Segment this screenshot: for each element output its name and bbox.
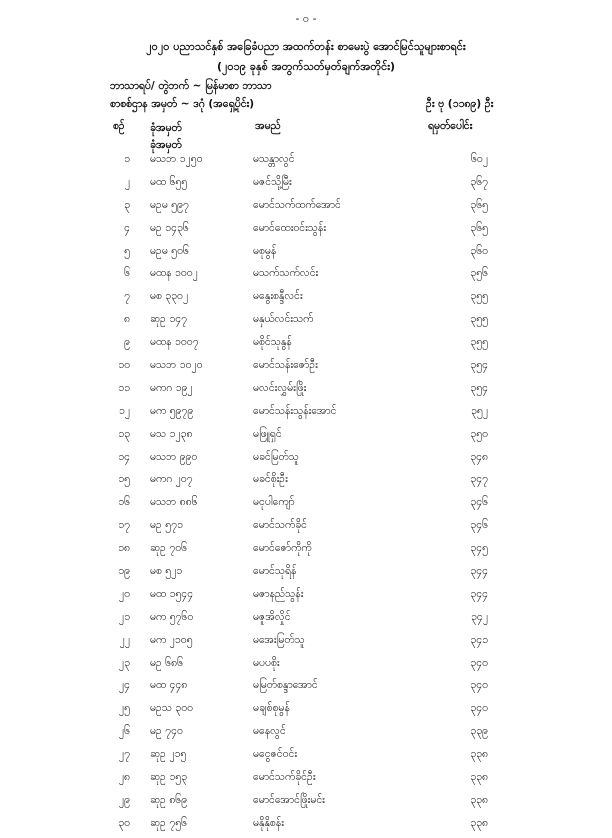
table-row xyxy=(0,265,612,288)
row-reg-number: မသဘ ၁၀၂၀ xyxy=(150,359,203,372)
row-number: ၂၉ xyxy=(118,793,130,806)
row-name: မစုမွန် xyxy=(253,244,277,257)
row-reg-number: ဆုဥ ၁၅၃ xyxy=(150,771,188,784)
row-marks: ၃၃၈ xyxy=(470,816,488,829)
row-marks: ၃၄၅ xyxy=(470,542,488,555)
row-reg-number: ဆုဥ ၇၅၆ xyxy=(150,816,188,829)
row-marks: ၃၄၁ xyxy=(470,633,488,646)
table-row xyxy=(0,403,612,426)
row-name: မောင်အောင်ဖြိုးမင်း xyxy=(253,793,325,806)
row-number: ၉ xyxy=(124,336,130,349)
center-code: ဦး ဗု (၁၁၈၉) ဦး xyxy=(426,98,494,110)
table-row xyxy=(0,700,612,723)
column-header-reg-line2: ခုံအမှတ် xyxy=(150,139,182,151)
row-reg-number: မစ ၅၂၁ xyxy=(150,565,183,578)
row-reg-number: မထ ၁၅၄၄ xyxy=(150,587,194,600)
row-marks: ၃၆၅ xyxy=(470,221,488,234)
row-reg-number: မကဂ ၂၀၇ xyxy=(150,473,193,486)
row-marks: ၃၅၅ xyxy=(470,336,488,349)
row-number: ၇ xyxy=(124,290,130,303)
row-name: မောင်သန်းသွန်းအောင် xyxy=(253,404,337,417)
table-row xyxy=(0,151,612,174)
table-row xyxy=(0,311,612,334)
table-row xyxy=(0,426,612,449)
row-marks: ၃၄၈ xyxy=(470,450,488,463)
row-number: ၂၂ xyxy=(119,633,130,646)
row-number: ၆ xyxy=(124,267,130,280)
row-marks: ၃၆၅ xyxy=(470,198,488,211)
row-reg-number: မသဘ ၁၂၅၀ xyxy=(150,153,203,165)
row-number: ၂၅ xyxy=(118,702,130,715)
row-reg-number: မဥ ၅၇၁ xyxy=(150,519,183,532)
row-marks: ၃၅၆ xyxy=(470,267,488,280)
table-row xyxy=(0,769,612,792)
row-number: ၁၁ xyxy=(118,381,130,394)
column-header-reg xyxy=(150,120,182,154)
row-name: မောင်သုရိန် xyxy=(253,565,297,578)
row-reg-number: မသဘ ၈၈၆ xyxy=(150,496,198,509)
table-row xyxy=(0,655,612,678)
row-name: မငုပါကျော် xyxy=(253,496,295,509)
row-name: မအေးမြတ်သူ xyxy=(253,633,305,646)
row-number: ၁၂ xyxy=(118,404,130,417)
table-row xyxy=(0,220,612,243)
row-marks: ၃၆၇ xyxy=(470,175,488,188)
row-marks: ၃၅၅ xyxy=(470,290,488,303)
row-name: မခင်စိုးဦး xyxy=(253,473,288,486)
table-row xyxy=(0,677,612,700)
table-row xyxy=(0,288,612,311)
table-row xyxy=(0,609,612,632)
document-title: ၂၀၂၀ ပညာသင်နှစ် အခြေခံပညာ အထက်တန်း စာမေးပွဲ အောင်မြင်သူများစာရင်း xyxy=(146,40,466,53)
table-row xyxy=(0,792,612,815)
row-marks: ၃၆၀ xyxy=(470,244,488,257)
row-number: ၃၀ xyxy=(118,816,130,829)
row-name: မောင်သက်ခိုင် xyxy=(253,519,307,532)
row-name: မလင်းလွှမ်းဖြိုး xyxy=(253,381,307,394)
row-reg-number: မထ ၄၄၈ xyxy=(150,679,188,692)
row-marks: ၃၃၈ xyxy=(470,793,488,806)
row-name: မဇူအိလှိုင် xyxy=(253,610,291,623)
row-number: ၅ xyxy=(124,244,130,257)
table-row xyxy=(0,586,612,609)
row-reg-number: မက ၂၁၀၅ xyxy=(150,633,193,646)
row-reg-number: မထန ၁၀၀၂ xyxy=(150,267,198,280)
table-row xyxy=(0,746,612,769)
table-row xyxy=(0,563,612,586)
row-number: ၁၃ xyxy=(118,427,130,440)
row-name: မဇင်သို့မြီး xyxy=(253,175,292,188)
row-reg-number: ဆုဥ ၈၆၉ xyxy=(150,793,188,806)
row-number: ၁၇ xyxy=(118,519,130,532)
row-name: မစိုင်သုနွန် xyxy=(253,336,292,349)
row-number: ၂ xyxy=(124,175,130,188)
row-marks: ၃၃၈ xyxy=(470,748,488,761)
row-number: ၂၃ xyxy=(118,656,130,669)
row-marks: ၃၄၀ xyxy=(470,679,488,692)
row-reg-number: ဆုဥ ၁၄၇ xyxy=(150,313,188,326)
column-header-marks: ရမှတ်ပေါင်း xyxy=(428,120,473,132)
row-name: မောင်သန်းဇော်ဦး xyxy=(253,359,318,372)
row-number: ၄ xyxy=(124,221,130,234)
row-name: မောင်သက်ခိုင်ဦး xyxy=(253,771,316,784)
row-name: မောင်ဇော်ကိုကို xyxy=(253,542,312,555)
row-reg-number: မစ ၃၃၀၂ xyxy=(150,290,189,303)
row-name: မဖြူရှင် xyxy=(253,427,282,440)
row-number: ၁ xyxy=(124,153,130,165)
row-reg-number: မဥသ ၃၀၀ xyxy=(150,702,194,715)
row-name: မသက်သက်လင်း xyxy=(253,267,319,280)
table-row xyxy=(0,723,612,746)
row-marks: ၃၅၅ xyxy=(470,313,488,326)
row-name: မပပစိုး xyxy=(253,656,280,669)
table-row xyxy=(0,632,612,655)
row-name: မနွေးစန္ဒီလင်း xyxy=(253,290,303,303)
row-reg-number: မက ၅၇၆၀ xyxy=(150,610,194,623)
table-row xyxy=(0,334,612,357)
row-reg-number: ဆုဥ ၇၀၆ xyxy=(150,542,188,555)
row-number: ၁၈ xyxy=(118,542,130,555)
row-marks: ၃၅၀ xyxy=(470,427,488,440)
row-marks: ၃၄၀ xyxy=(470,702,488,715)
row-reg-number: မက ၅၉၇၉ xyxy=(150,404,194,417)
row-marks: ၃၄၀ xyxy=(470,656,488,669)
row-marks: ၆၀၂ xyxy=(471,153,488,165)
row-name: မောင်သက်ထက်အောင် xyxy=(253,198,341,211)
row-number: ၁၅ xyxy=(118,473,130,486)
row-marks: ၃၄၇ xyxy=(470,473,488,486)
row-reg-number: မထန ၁၀၀၇ xyxy=(150,336,199,349)
row-number: ၂၇ xyxy=(118,748,130,761)
row-name: မခင်မြတ်သူ xyxy=(253,450,299,463)
results-table xyxy=(0,151,612,838)
row-reg-number: မဥမ ၅၉၇ xyxy=(150,198,189,211)
row-reg-number: မထ ၆၅၅ xyxy=(150,175,188,188)
row-name: မမြတ်စန္ဒာအောင် xyxy=(253,679,318,692)
row-marks: ၃၃၉ xyxy=(470,725,488,738)
row-marks: ၃၃၈ xyxy=(470,771,488,784)
table-row xyxy=(0,243,612,266)
row-number: ၃ xyxy=(124,198,130,211)
row-reg-number: မဥ ၇၄၀ xyxy=(150,725,183,738)
table-row xyxy=(0,380,612,403)
row-number: ၂၀ xyxy=(118,587,130,600)
page-number: - ၀ - xyxy=(295,12,317,25)
row-marks: ၃၅၄ xyxy=(470,381,488,394)
row-reg-number: မသဘ ၉၉၀ xyxy=(150,450,198,463)
row-name: မနှယ်လင်းသက် xyxy=(253,313,314,326)
row-number: ၂၆ xyxy=(118,725,130,738)
table-row xyxy=(0,540,612,563)
row-reg-number: မဥ ၆၈၆ xyxy=(150,656,183,669)
subject-line: ဘာသာရပ်/ တွဲဘက် ~ မြန်မာစာ ဘာသာ xyxy=(110,80,272,92)
row-reg-number: ဆုဥ ၂၁၅ xyxy=(150,748,187,761)
row-name: မချစ်စုမွန် xyxy=(253,702,290,715)
table-row xyxy=(0,197,612,220)
row-reg-number: မကဂ ၁၉၂ xyxy=(150,381,193,394)
row-reg-number: မဥ ၁၄၃၆ xyxy=(150,221,189,234)
row-number: ၁၀ xyxy=(118,359,130,372)
row-number: ၁၄ xyxy=(118,450,130,463)
row-number: ၁၆ xyxy=(118,496,130,509)
table-row xyxy=(0,517,612,540)
row-name: မသန္တာလွင် xyxy=(253,153,295,165)
row-marks: ၃၄၂ xyxy=(471,610,488,623)
column-header-no: စဉ် xyxy=(113,120,125,132)
row-reg-number: မသ ၁၂၃၈ xyxy=(150,427,193,440)
row-number: ၁၉ xyxy=(118,565,130,578)
row-marks: ၃၅၄ xyxy=(470,359,488,372)
row-reg-number: မဥမ ၅၀၆ xyxy=(150,244,189,257)
row-name: မနိုနိုစန်း xyxy=(253,816,284,829)
row-marks: ၃၄၆ xyxy=(470,519,488,532)
table-row xyxy=(0,471,612,494)
table-row xyxy=(0,449,612,472)
row-number: ၈ xyxy=(124,313,130,326)
row-number: ၂၁ xyxy=(118,610,130,623)
table-row xyxy=(0,494,612,517)
row-marks: ၃၅၂ xyxy=(471,404,488,417)
row-number: ၂၄ xyxy=(118,679,130,692)
row-name: မငွေဇင်ဝင်း xyxy=(253,748,297,761)
row-name: မောင်ထေးဝင်းသွန်း xyxy=(253,221,326,234)
row-marks: ၃၄၆ xyxy=(470,496,488,509)
column-header-reg-line1: ခုံအမှတ် xyxy=(150,122,182,134)
row-number: ၂၈ xyxy=(118,771,130,784)
row-marks: ၃၄၄ xyxy=(470,587,488,600)
table-row xyxy=(0,174,612,197)
table-row xyxy=(0,357,612,380)
exam-center-line: စာစစ်ဌာန အမှတ် ~ ဒဂုံ (အရှေ့ပိုင်း) xyxy=(110,98,255,110)
table-row xyxy=(0,815,612,838)
document-subtitle: (၂၀၁၉ ခုနှစ် အတွက်သတ်မှတ်ချက်အတိုင်း) xyxy=(216,60,396,73)
column-header-name: အမည် xyxy=(255,120,281,132)
row-name: မဇာနည်သွန်း xyxy=(253,587,304,600)
row-name: မနေလွင် xyxy=(253,725,286,738)
row-marks: ၃၄၄ xyxy=(470,565,488,578)
